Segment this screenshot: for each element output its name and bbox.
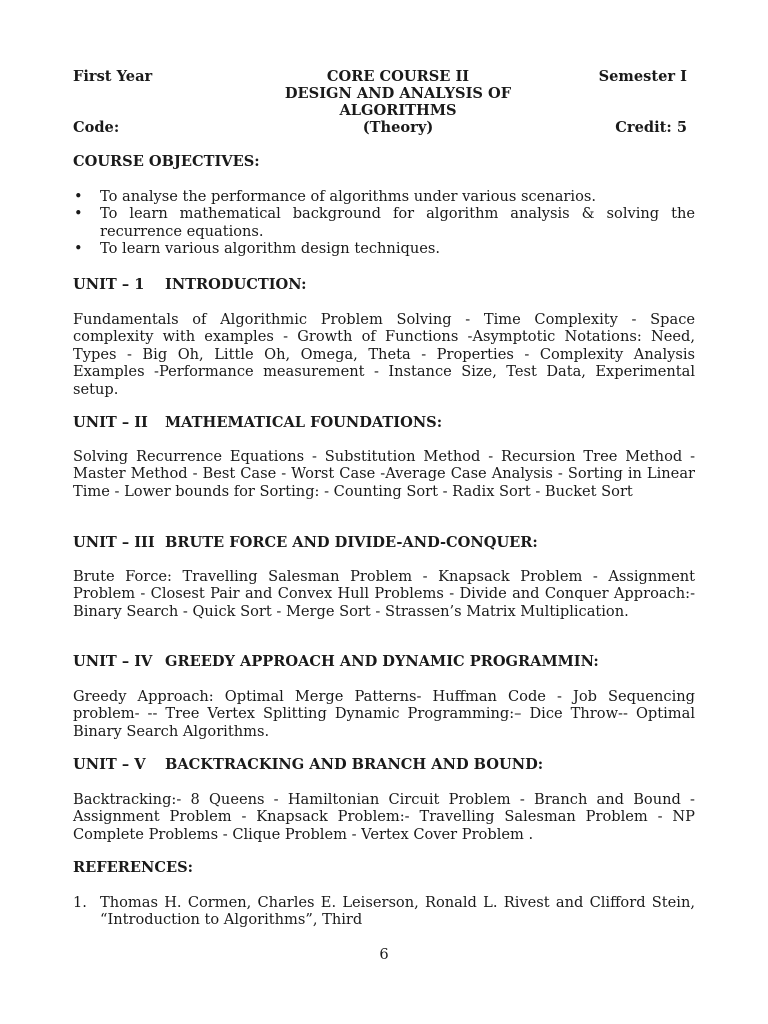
references-heading: REFERENCES: (73, 859, 193, 876)
bullet-icon: • (74, 188, 83, 205)
bullet-icon: • (74, 240, 83, 258)
unit-title: BACKTRACKING AND BRANCH AND BOUND: (165, 756, 544, 773)
objectives-list (73, 188, 695, 258)
unit-number: UNIT – III (73, 534, 155, 551)
unit-number: UNIT – II (73, 414, 148, 431)
unit-number: UNIT – 1 (73, 276, 145, 293)
semester-label: Semester I (598, 68, 687, 85)
unit-3-heading (73, 534, 538, 551)
list-item: • To analyse the performance of algorithms under various scenarios. (74, 188, 596, 205)
reference-item (73, 894, 695, 929)
objectives-heading: COURSE OBJECTIVES: (73, 153, 260, 170)
bullet-icon: • (74, 205, 83, 223)
list-item: • To learn mathematical background for algorithm analysis & solving the recurrence equations. (74, 205, 695, 240)
unit-title: MATHEMATICAL FOUNDATIONS: (165, 414, 443, 431)
unit-title: GREEDY APPROACH AND DYNAMIC PROGRAMMIN: (165, 653, 599, 670)
reference-text: Thomas H. Cormen, Charles E. Leiserson, Ronald L. Rivest and Clifford Stein, “Introduction to Algorithms”, Third (100, 894, 695, 929)
reference-number: 1. (73, 894, 87, 911)
page-number: 6 (379, 946, 389, 963)
unit-1-content: Fundamentals of Algorithmic Problem Solving - Time Complexity - Space complexity with examples - Growth of Functions -Asymptotic Notations: Need, Types - Big Oh, Little Oh, Omega, Theta - Properties - Complexity Analysis Examples -Performance measurement - Instance Size, Test Data, Experimental setup. (73, 311, 695, 398)
code-label: Code: (73, 119, 120, 136)
course-title-line-2: ALGORITHMS (339, 102, 457, 119)
course-title-line-1: DESIGN AND ANALYSIS OF (284, 85, 512, 102)
syllabus-page (73, 0, 695, 1024)
unit-3-content: Brute Force: Travelling Salesman Problem - Knapsack Problem - Assignment Problem - Closest Pair and Convex Hull Problems - Divide and Conquer Approach:- Binary Search - Quick Sort - Merge Sort - Strassen’s Matrix Multiplication. (73, 568, 695, 620)
unit-4-heading (73, 653, 599, 670)
unit-title: BRUTE FORCE AND DIVIDE-AND-CONQUER: (165, 534, 538, 551)
course-label: CORE COURSE II (326, 68, 470, 85)
unit-2-heading (73, 414, 442, 431)
credit-label: Credit: 5 (615, 119, 687, 136)
unit-5-content: Backtracking:- 8 Queens - Hamiltonian Circuit Problem - Branch and Bound - Assignment Problem - Knapsack Problem:- Travelling Salesman Problem - NP Complete Problems - Clique Problem - Vertex Cover Problem . (73, 791, 695, 843)
year-label: First Year (73, 68, 153, 85)
unit-number: UNIT – V (73, 756, 146, 773)
unit-2-content: Solving Recurrence Equations - Substitution Method - Recursion Tree Method - Master Method - Best Case - Worst Case -Average Case Analysis - Sorting in Linear Time - Lower bounds for Sorting: - Counting Sort - Radix Sort - Bucket Sort (73, 448, 695, 500)
unit-number: UNIT – IV (73, 653, 153, 670)
unit-1-heading (73, 276, 306, 293)
list-item: • To learn various algorithm design techniques. (74, 240, 440, 258)
theory-label: (Theory) (362, 119, 434, 136)
unit-4-content: Greedy Approach: Optimal Merge Patterns- Huffman Code - Job Sequencing problem- -- Tree Vertex Splitting Dynamic Programming:– Dice Throw-- Optimal Binary Search Algorithms. (73, 688, 695, 740)
unit-title: INTRODUCTION: (165, 276, 307, 293)
unit-5-heading (73, 756, 543, 773)
